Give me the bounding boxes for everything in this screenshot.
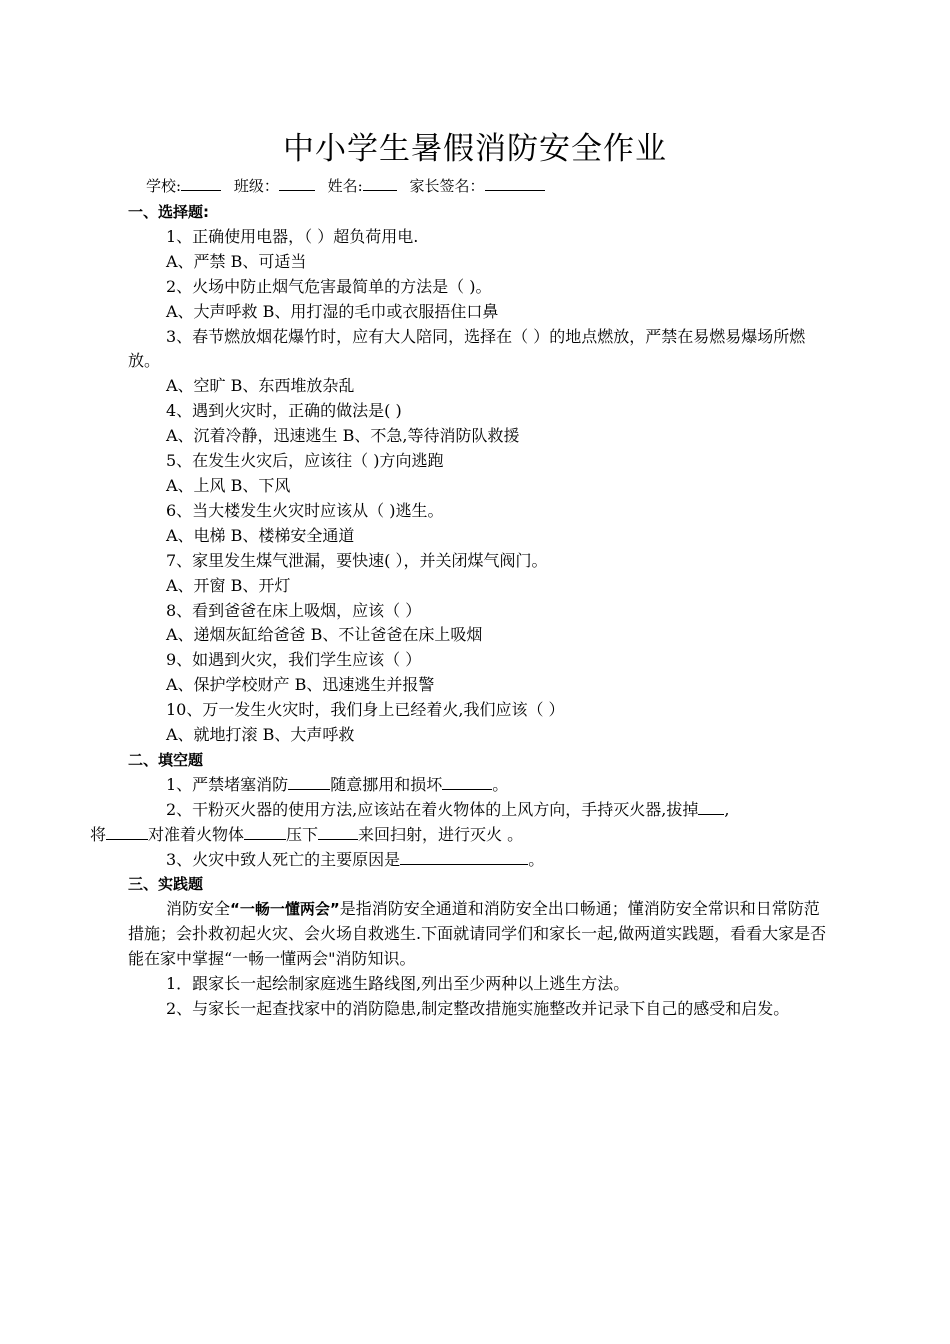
school-blank[interactable]	[181, 176, 221, 191]
class-label: 班级：	[233, 177, 279, 195]
fill-text: 来回扫射，进行灭火 。	[358, 824, 524, 844]
fill-text: 随意挪用和损坏	[330, 774, 443, 794]
fill-text: 。	[528, 849, 545, 869]
practice-task-1: 1．跟家长一起绘制家庭逃生路线图,列出至少两种以上逃生方法。	[166, 974, 630, 994]
fill-question-2	[90, 798, 833, 848]
answer-options: A、沉着冷静，迅速逃生 B、不急,等待消防队救援	[166, 426, 520, 446]
answer-options: A、严禁 B、可适当	[166, 251, 307, 271]
answer-options: A、上风 B、下风	[166, 475, 291, 495]
answer-options: A、开窗 B、开灯	[166, 575, 291, 595]
fill-blank[interactable]	[400, 848, 528, 865]
class-blank[interactable]	[279, 176, 315, 191]
fill-text: ,	[724, 799, 730, 819]
name-blank[interactable]	[363, 176, 397, 191]
answer-options: A、就地打滚 B、大声呼救	[166, 725, 355, 745]
practice-intro	[128, 897, 833, 972]
question-text: 4、遇到火灾时，正确的做法是( )	[166, 401, 402, 421]
practice-bold-text: “一畅一懂两会”	[230, 900, 340, 919]
question-text: 2、火场中防止烟气危害最简单的方法是（ )。	[166, 276, 492, 296]
fill-text: 将	[90, 824, 107, 844]
fill-blank[interactable]	[698, 798, 724, 815]
page-title: 中小学生暑假消防安全作业	[283, 131, 667, 167]
fill-blank[interactable]	[244, 823, 286, 840]
name-label: 姓名:	[327, 177, 363, 195]
answer-options: A、保护学校财产 B、迅速逃生并报警	[166, 675, 435, 695]
fill-blank[interactable]	[318, 823, 358, 840]
question-text: 3、春节燃放烟花爆竹时，应有大人陪同，选择在（ ）的地点燃放，严禁在易燃易爆场所燃放。	[128, 326, 806, 371]
fill-text: 3、火灾中致人死亡的主要原因是	[166, 849, 401, 869]
fill-text: 压下	[286, 824, 319, 844]
fill-text: 对准着火物体	[148, 824, 245, 844]
school-label: 学校:	[146, 177, 182, 195]
practice-text: 是指消防安全通道和消防安全出口畅通；懂消防安全常识和日常防范措施；会扑救初起火灾、会火场自救逃生.下面就请同学们和家长一起,做两道实践题，看看大家是否能在家中掌握“一畅一懂两会"消防知识。	[128, 899, 827, 969]
question-text: 10、万一发生火灾时，我们身上已经着火,我们应该（ ）	[166, 700, 565, 720]
parent-signature-blank[interactable]	[485, 176, 545, 191]
question-text: 9、如遇到火灾，我们学生应该（ ）	[166, 650, 422, 670]
answer-options: A、电梯 B、楼梯安全通道	[166, 525, 355, 545]
info-line	[146, 175, 553, 197]
fill-text: 。	[492, 774, 509, 794]
parent-signature-label: 家长签名：	[409, 177, 485, 195]
question-text: 7、家里发生煤气泄漏，要快速( ），并关闭煤气阀门。	[166, 550, 548, 570]
question-text: 6、当大楼发生火灾时应该从（ )逃生。	[166, 500, 444, 520]
answer-options: A、空旷 B、东西堆放杂乱	[166, 376, 355, 396]
section-heading-practice: 三、实践题	[128, 875, 204, 894]
answer-options: A、递烟灰缸给爸爸 B、不让爸爸在床上吸烟	[166, 625, 483, 645]
fill-blank[interactable]	[288, 773, 330, 790]
fill-text: 2、干粉灭火器的使用方法,应该站在着火物体的上风方向，手持灭火器,拔掉	[166, 799, 699, 819]
fill-blank[interactable]	[442, 773, 492, 790]
question-text: 1、正确使用电器，（ ）超负荷用电.	[166, 226, 419, 246]
practice-text: 消防安全	[166, 899, 231, 919]
fill-question-3	[128, 848, 833, 873]
practice-task-2: 2、与家长一起查找家中的消防隐患,制定整改措施实施整改并记录下自己的感受和启发。	[166, 999, 790, 1018]
section-heading-choice: 一、选择题:	[128, 203, 209, 221]
question-text: 5、在发生火灾后，应该往（ )方向逃跑	[166, 451, 444, 471]
document-body	[90, 200, 833, 1022]
answer-options: A、大声呼救 B、用打湿的毛巾或衣服捂住口鼻	[166, 301, 499, 321]
fill-blank[interactable]	[106, 823, 148, 840]
section-heading-fill: 二、填空题	[128, 750, 204, 769]
question-text: 8、看到爸爸在床上吸烟，应该（ ）	[166, 600, 422, 620]
fill-question-1	[128, 773, 833, 798]
fill-text: 1、严禁堵塞消防	[166, 774, 289, 794]
